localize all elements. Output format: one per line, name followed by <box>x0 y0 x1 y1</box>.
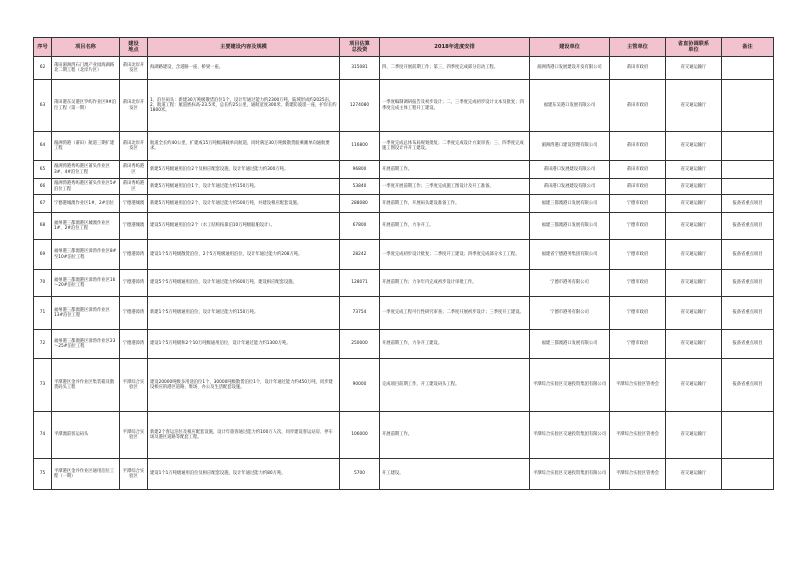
cell-investment: 1274080 <box>340 80 380 132</box>
cell-schedule: 开展前期工作；力争年内完成初步设计审批工作。 <box>380 270 530 297</box>
cell-content: 建设1个1万吨级通用泊位及相应配套设施，设计年通过能力约80万吨。 <box>148 459 340 490</box>
cell-authority: 宁德市政府 <box>610 213 666 240</box>
cell-location: 莆田北岸开发区 <box>120 80 148 132</box>
header-row <box>34 38 774 57</box>
cell-investment: 53840 <box>340 179 380 195</box>
cell-authority: 宁德市政府 <box>610 330 666 359</box>
cell-location: 宁德港漳湾 <box>120 240 148 270</box>
cell-authority: 莆田市政府 <box>610 161 666 179</box>
header-seq: 序号 <box>34 38 52 57</box>
cell-seq: 71 <box>34 297 52 330</box>
cell-schedule: 开展前期工作。 <box>380 412 530 459</box>
cell-seq: 68 <box>34 213 52 240</box>
cell-coordinator: 省交通运输厅 <box>666 80 722 132</box>
cell-coordinator: 省交通运输厅 <box>666 240 722 270</box>
cell-remark <box>722 459 774 490</box>
project-table <box>33 37 774 490</box>
cell-authority: 宁德市政府 <box>610 195 666 213</box>
cell-location: 莆田秀屿港区 <box>120 161 148 179</box>
cell-content: 建设1个5万吨级散货泊位、2个5万吨级通用泊位，设计年通过能力约208万吨。 <box>148 240 340 270</box>
cell-authority: 莆田市政府 <box>610 57 666 80</box>
cell-seq: 67 <box>34 195 52 213</box>
cell-builder: 宁德市港务有限公司 <box>530 297 610 330</box>
cell-location: 宁德港漳湾 <box>120 270 148 297</box>
cell-builder: 福建三都澳港口发展有限公司 <box>530 213 610 240</box>
cell-investment: 106000 <box>340 412 380 459</box>
cell-authority: 莆田市政府 <box>610 179 666 195</box>
cell-remark <box>722 412 774 459</box>
cell-coordinator: 省交通运输厅 <box>666 297 722 330</box>
cell-investment: 73754 <box>340 297 380 330</box>
cell-content: 新建5万吨级通用泊位2个及相应配套设施，设计年通过能力约300万吨。 <box>148 161 340 179</box>
cell-seq: 64 <box>34 132 52 161</box>
cell-content: 建设5万吨级通用泊位2个（水工结构按靠泊10万吨级船舶设计）。 <box>148 213 340 240</box>
header-remark: 备注 <box>722 38 774 57</box>
header-authority: 主管单位 <box>610 38 666 57</box>
header-coordinator: 省直协调联系 单位 <box>666 38 722 57</box>
cell-investment: 116800 <box>340 132 380 161</box>
cell-builder: 莆田港口发展建设有限公司 <box>530 161 610 179</box>
cell-remark <box>722 80 774 132</box>
header-investment: 项目估算 总投资 <box>340 38 380 57</box>
cell-remark <box>722 179 774 195</box>
cell-investment: 28242 <box>340 240 380 270</box>
cell-name: 福州港三都澳港区城澳作业区1#、2#泊位工程 <box>52 213 120 240</box>
cell-schedule: 四、二季度开展前期工作；第三、四季度完成部分启动工程。 <box>380 57 530 80</box>
cell-remark: 报备省重点项目 <box>722 330 774 359</box>
cell-schedule: 开工建设。 <box>380 459 530 490</box>
cell-authority: 莆田市政府 <box>610 80 666 132</box>
cell-content: 新建1个5万吨级通用泊位，设计年通过能力约150万吨。 <box>148 297 340 330</box>
cell-builder: 福建东吴港口发展有限公司 <box>530 80 610 132</box>
cell-name: 福州港三都澳港区漳湾作业区8#至10#泊位工程 <box>52 240 120 270</box>
cell-coordinator: 省交通运输厅 <box>666 161 722 179</box>
cell-coordinator: 省交通运输厅 <box>666 213 722 240</box>
cell-content: 新建5万吨级通用泊位1个，设计年通过能力约150万吨。 <box>148 179 340 195</box>
cell-seq: 74 <box>34 412 52 459</box>
cell-schedule: 开展前期工作，力争开工建设。 <box>380 330 530 359</box>
cell-coordinator: 省交通运输厅 <box>666 132 722 161</box>
cell-investment: 250000 <box>340 330 380 359</box>
cell-remark: 报备省重点项目 <box>722 270 774 297</box>
cell-builder: 福建三都澳港口发展有限公司 <box>530 330 610 359</box>
cell-schedule: 开展前期工作，开展码头建设准备工作。 <box>380 195 530 213</box>
cell-coordinator: 省交通运输厅 <box>666 179 722 195</box>
cell-builder: 莆田港口发展建设有限公司 <box>530 179 610 195</box>
cell-builder: 湄洲湾港口发展建设开发有限公司 <box>530 57 610 80</box>
cell-authority: 宁德市政府 <box>610 297 666 330</box>
header-location: 建设 地点 <box>120 38 148 57</box>
cell-content: 新建2个客运泊位及相应配套设施，设计年旅客通过能力约100万人次，同步建设客运站房、停车场及港区道路等配套工程。 <box>148 412 340 459</box>
table-row <box>34 412 774 459</box>
cell-builder: 平潭综合实验区交通投资集团有限公司 <box>530 359 610 412</box>
table-row <box>34 459 774 490</box>
cell-remark <box>722 57 774 80</box>
cell-location: 莆田北岸开发区 <box>120 57 148 80</box>
cell-location: 平潭综合实验区 <box>120 359 148 412</box>
cell-name: 莆田湄洲湾石门澳产业园海湖路北二期工程（北岸片区） <box>52 57 120 80</box>
cell-schedule: 一季度开展前期工作；三季度完成施工图设计及开工准备。 <box>380 179 530 195</box>
cell-coordinator: 省交通运输厅 <box>666 195 722 213</box>
cell-schedule: 一季度完成初步设计批复；二季度开工建设；四季度完成部分水工工程。 <box>380 240 530 270</box>
cell-seq: 63 <box>34 80 52 132</box>
cell-remark: 报备省重点项目 <box>722 213 774 240</box>
cell-investment: 315081 <box>340 57 380 80</box>
cell-builder: 平潭综合实验区交通投资集团有限公司 <box>530 412 610 459</box>
table-row <box>34 57 774 80</box>
table-row <box>34 270 774 297</box>
table-row <box>34 132 774 161</box>
cell-content: 海湖路建设，含道路一座、桥梁一座。 <box>148 57 340 80</box>
cell-name: 福州港三都澳港区漳湾作业区16～20#泊位工程 <box>52 270 120 297</box>
cell-schedule: 一季度完成工程可行性研究审查；二季度开展初步设计；三季度开工建设。 <box>380 297 530 330</box>
cell-builder: 平潭综合实验区交通投资集团有限公司 <box>530 459 610 490</box>
cell-name: 福州港三都澳港区漳湾作业区23～25#泊位工程 <box>52 330 120 359</box>
cell-content: 航道全长约40公里，扩建成15万吨级满载单向航道，同时满足30万吨级散货船乘潮单向通航要求。 <box>148 132 340 161</box>
cell-authority: 平潭综合实验区管委会 <box>610 412 666 459</box>
cell-remark: 报备省重点项目 <box>722 297 774 330</box>
cell-schedule: 一季度完成总体布局规划批复；二季度完成设计方案审查；三、四季度完成施工图设计并开工建设。 <box>380 132 530 161</box>
cell-remark <box>722 161 774 179</box>
cell-seq: 72 <box>34 330 52 359</box>
cell-builder: 宁德市港务有限公司 <box>530 270 610 297</box>
cell-remark: 报备省重点项目 <box>722 359 774 412</box>
cell-location: 平潭综合实验区 <box>120 412 148 459</box>
table-row <box>34 330 774 359</box>
cell-investment: 67800 <box>340 213 380 240</box>
cell-name: 平潭港区金井作业区通用泊位工程（一期） <box>52 459 120 490</box>
cell-schedule: 完成项目前期工作，开工建设码头工程。 <box>380 359 530 412</box>
cell-seq: 70 <box>34 270 52 297</box>
cell-builder: 福建三都澳港口发展有限公司 <box>530 195 610 213</box>
cell-content: 建设1个5万吨级和2个10万吨级通用泊位，设计年通过能力约1300万吨。 <box>148 330 340 359</box>
cell-location: 宁德港城澳 <box>120 195 148 213</box>
cell-coordinator: 省交通运输厅 <box>666 270 722 297</box>
cell-name: 湄洲湾港（莆田）航道三期扩建工程 <box>52 132 120 161</box>
cell-seq: 69 <box>34 240 52 270</box>
cell-seq: 65 <box>34 161 52 179</box>
cell-investment: 288080 <box>340 195 380 213</box>
cell-name: 福州港三都澳港区漳湾作业区13#泊位工程 <box>52 297 120 330</box>
cell-schedule: 一季度编制调研报告及初步设计；二、三季度完成初步设计文本及批复；四季度完成主体工程开工建设。 <box>380 80 530 132</box>
cell-name: 平潭港区金井作业区集装箱及散货码头工程 <box>52 359 120 412</box>
cell-name: 宁德港城澳作业区1#、2#泊位 <box>52 195 120 213</box>
cell-location: 莆田秀屿港区 <box>120 179 148 195</box>
cell-name: 莆田港东吴港区罗屿作业区9#泊位工程（第一期） <box>52 80 120 132</box>
cell-coordinator: 省交通运输厅 <box>666 330 722 359</box>
cell-location: 宁德港漳湾 <box>120 330 148 359</box>
table-row <box>34 161 774 179</box>
cell-name: 平潭澳前客运码头 <box>52 412 120 459</box>
cell-authority: 宁德市政府 <box>610 240 666 270</box>
cell-coordinator: 省交通运输厅 <box>666 412 722 459</box>
cell-builder: 湄洲湾港口建设管理有限公司 <box>530 132 610 161</box>
cell-seq: 66 <box>34 179 52 195</box>
cell-location: 宁德港漳湾 <box>120 297 148 330</box>
cell-name: 湄洲湾港秀屿港区莆头作业区3#、4#泊位工程 <box>52 161 120 179</box>
table-row <box>34 195 774 213</box>
header-name: 项目名称 <box>52 38 120 57</box>
table-row <box>34 359 774 412</box>
cell-content: 1、泊位码头：新建30万吨级散货泊位1个，设计年通过能力约2300万吨，陆域形成约2025亩。2、航道工程：航道底标高-23.5米，总长约25公里，通航宽度300米，新建防波堤一座，护岸长约1800米。 <box>148 80 340 132</box>
cell-content: 新建5万吨级通用泊位2个，设计年通过能力约500万吨，并建设相应配套设施。 <box>148 195 340 213</box>
cell-location: 平潭综合实验区 <box>120 459 148 490</box>
cell-remark: 报备省重点项目 <box>722 195 774 213</box>
cell-seq: 73 <box>34 359 52 412</box>
cell-content: 建设5个5万吨级通用泊位，设计年通过能力约600万吨，建设相应配套设施。 <box>148 270 340 297</box>
cell-name: 湄洲湾港秀屿港区莆头作业区5#泊位工程 <box>52 179 120 195</box>
cell-seq: 62 <box>34 57 52 80</box>
cell-schedule: 开展前期工作。 <box>380 161 530 179</box>
cell-remark <box>722 132 774 161</box>
cell-coordinator: 省交通运输厅 <box>666 359 722 412</box>
cell-remark: 报备省重点项目 <box>722 240 774 270</box>
header-builder: 建设单位 <box>530 38 610 57</box>
cell-authority: 平潭综合实验区管委会 <box>610 359 666 412</box>
header-content: 主要建设内容及规模 <box>148 38 340 57</box>
cell-authority: 莆田市政府 <box>610 132 666 161</box>
cell-investment: 90000 <box>340 359 380 412</box>
cell-location: 宁德港城澳 <box>120 213 148 240</box>
cell-investment: 5700 <box>340 459 380 490</box>
cell-coordinator: 省交通运输厅 <box>666 57 722 80</box>
cell-investment: 96800 <box>340 161 380 179</box>
table-row <box>34 80 774 132</box>
table-row <box>34 179 774 195</box>
cell-seq: 75 <box>34 459 52 490</box>
table-row <box>34 297 774 330</box>
cell-coordinator: 省交通运输厅 <box>666 459 722 490</box>
cell-schedule: 开展前期工作，力争开工。 <box>380 213 530 240</box>
cell-builder: 福建省宁德港务集团有限公司 <box>530 240 610 270</box>
table-row <box>34 213 774 240</box>
cell-investment: 128071 <box>340 270 380 297</box>
cell-location: 莆田北岸开发区 <box>120 132 148 161</box>
cell-authority: 平潭综合实验区管委会 <box>610 459 666 490</box>
cell-content: 建设20000吨级多用途泊位1个、30000吨级散货泊位1个，设计年通过能力约450万吨，同步建设相应的港区道路、堆场、办公及生活配套设施。 <box>148 359 340 412</box>
header-schedule: 2018年进度安排 <box>380 38 530 57</box>
table-row <box>34 240 774 270</box>
cell-authority: 宁德市政府 <box>610 270 666 297</box>
